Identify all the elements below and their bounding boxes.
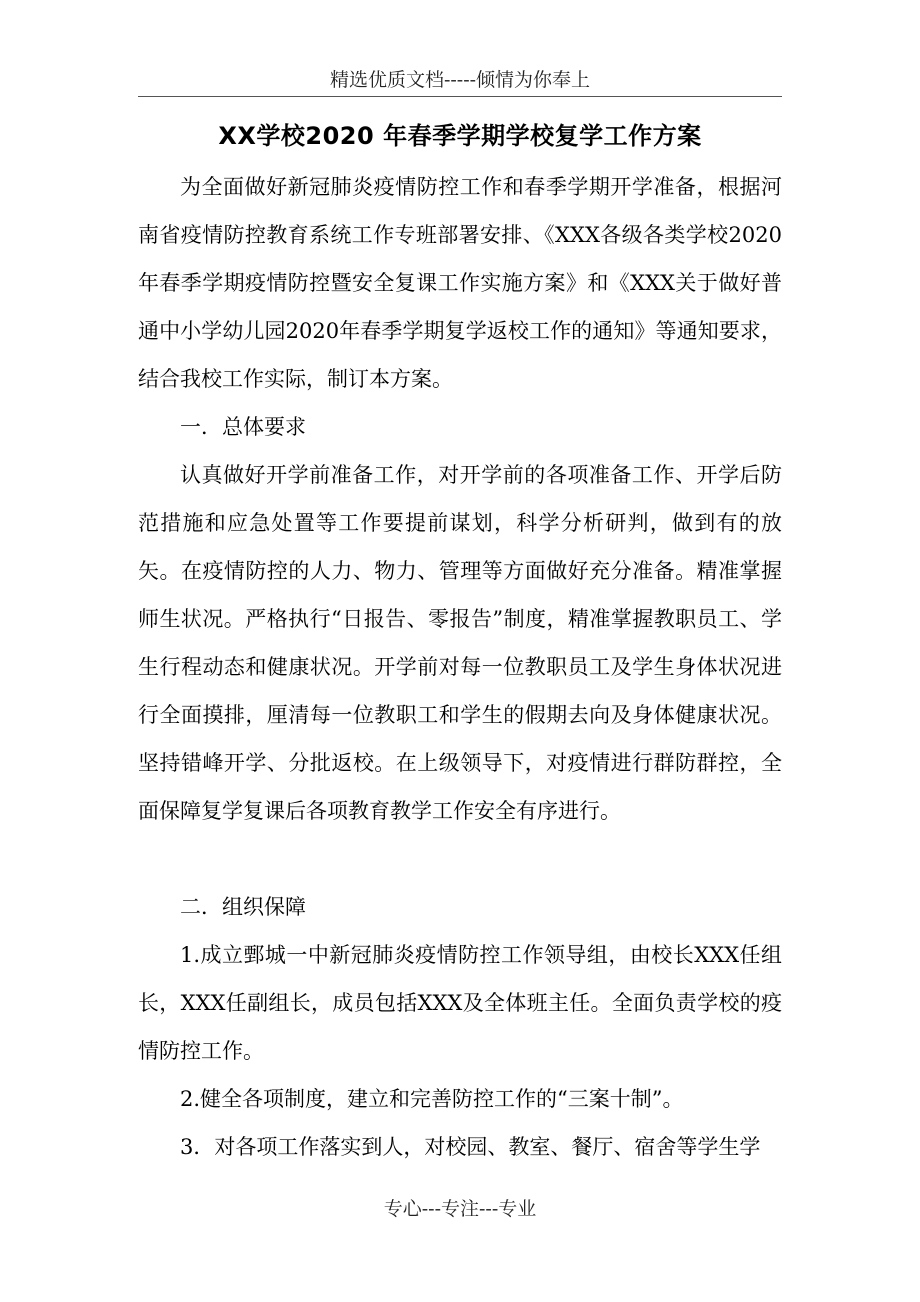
page-header: 精选优质文档-----倾情为你奉上 (138, 64, 782, 97)
general-requirements-paragraph: 认真做好开学前准备工作，对开学前的各项准备工作、开学后防范措施和应急处置等工作要提前谋划，科学分析研判，做到有的放矢。在疫情防控的人力、物力、管理等方面做好充分准备。精准掌握师生状况。严格执行“日报告、零报告”制度，精准掌握教职员工、学生行程动态和健康状况。开学前对每一位教职员工及学生身体状况进行全面摸排，厘清每一位教职工和学生的假期去向及身体健康状况。坚持错峰开学、分批返校。在上级领导下，对疫情进行群防群控，全面保障复学复课后各项教育教学工作安全有序进行。 (138, 463, 782, 823)
section-heading-organization: 二．组织保障 (180, 895, 306, 919)
organization-item-2: 2.健全各项制度，建立和完善防控工作的“三案十制”。 (180, 1087, 684, 1111)
page-footer: 专心---专注---专业 (383, 1198, 537, 1220)
intro-paragraph: 为全面做好新冠肺炎疫情防控工作和春季学期开学准备，根据河南省疫情防控教育系统工作专班部署安排、《XXX各级各类学校2020年春季学期疫情防控暨安全复课工作实施方案》和《XXX关于做好普通中小学幼儿园2020年春季学期复学返校工作的通知》等通知要求，结合我校工作实际，制订本方案。 (138, 175, 782, 391)
section-heading-general-requirements: 一．总体要求 (180, 415, 306, 439)
document-title: XX学校2020 年春季学期学校复学工作方案 (218, 122, 702, 150)
document-body (138, 163, 782, 1171)
organization-item-1: 1.成立鄄城一中新冠肺炎疫情防控工作领导组，由校长XXX任组长，XXX任副组长，成员包括XXX及全体班主任。全面负责学校的疫情防控工作。 (138, 943, 782, 1063)
organization-item-3: 3．对各项工作落实到人，对校园、教室、餐厅、宿舍等学生学 (180, 1135, 761, 1159)
